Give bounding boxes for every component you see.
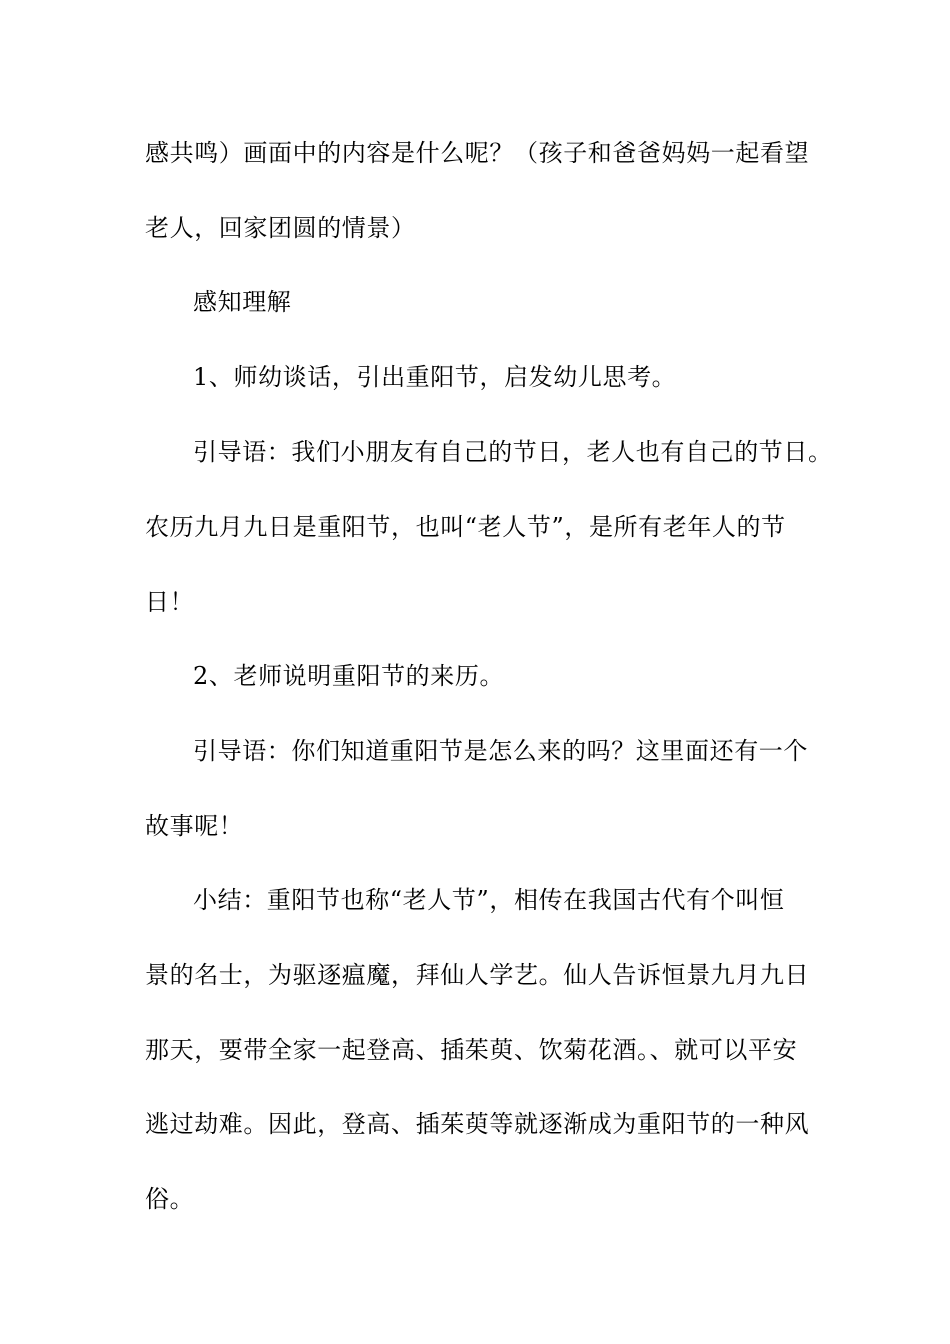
paragraph-line: 老人，回家团圆的情景） bbox=[145, 214, 416, 242]
section-heading: 感知理解 bbox=[193, 288, 292, 316]
paragraph-line: 俗。 bbox=[145, 1185, 195, 1213]
paragraph-line: 小结：重阳节也称“老人节”，相传在我国古代有个叫恒 bbox=[193, 886, 785, 914]
paragraph-line: 日！ bbox=[145, 588, 195, 616]
paragraph-line: 2、老师说明重阳节的来历。 bbox=[193, 662, 505, 690]
paragraph-line: 故事呢！ bbox=[145, 812, 244, 840]
paragraph-line: 景的名士，为驱逐瘟魔，拜仙人学艺。仙人告诉恒景九月九日 bbox=[145, 961, 810, 989]
paragraph-line: 感共鸣）画面中的内容是什么呢？（孩子和爸爸妈妈一起看望 bbox=[145, 139, 810, 167]
paragraph-line: 农历九月九日是重阳节，也叫“老人节”，是所有老年人的节 bbox=[145, 513, 786, 541]
paragraph-line: 1、师幼谈话，引出重阳节，启发幼儿思考。 bbox=[193, 363, 677, 391]
paragraph-line: 那天，要带全家一起登高、插茱萸、饮菊花酒。、就可以平安 bbox=[145, 1036, 798, 1064]
paragraph-line: 逃过劫难。因此，登高、插茱萸等就逐渐成为重阳节的一种风 bbox=[145, 1110, 810, 1138]
paragraph-line: 引导语：我们小朋友有自己的节日，老人也有自己的节日。 bbox=[193, 438, 833, 466]
paragraph-line: 引导语：你们知道重阳节是怎么来的吗？这里面还有一个 bbox=[193, 737, 808, 765]
